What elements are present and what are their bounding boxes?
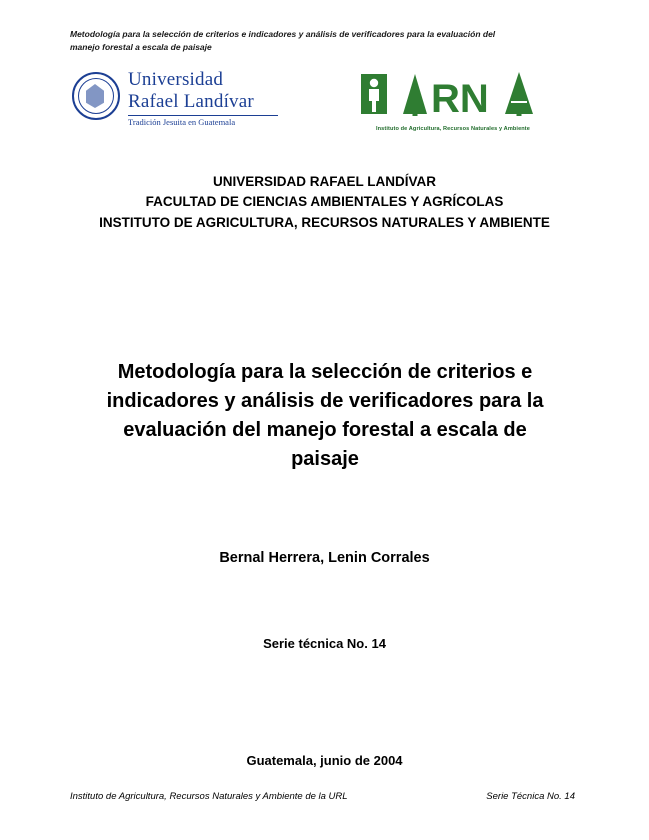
footer-left-text: Instituto de Agricultura, Recursos Naturales y Ambiente de la URL [70,791,348,802]
running-header: Metodología para la selección de criterios e indicadores y análisis de verificadores para la evaluación del manejo forestal a escala de paisaje [70,29,496,53]
universidad-rafael-landivar-logo [72,70,278,127]
url-wordmark [128,70,278,127]
svg-text:RN: RN [431,77,489,121]
footer-right-text: Serie Técnica No. 14 [486,791,575,802]
series-number: Serie técnica No. 14 [263,636,386,651]
institution-block [0,172,649,233]
institution-line-faculty: FACULTAD DE CIENCIAS AMBIENTALES Y AGRÍCOLAS [145,194,504,210]
logo-row [70,68,579,136]
place-and-date: Guatemala, junio de 2004 [246,753,403,768]
authors: Bernal Herrera, Lenin Corrales [219,550,430,566]
url-wordmark-line2: Rafael Landívar [128,91,254,112]
iarna-logo [359,68,545,132]
url-seal-icon [72,72,120,120]
institution-line-university: UNIVERSIDAD RAFAEL LANDÍVAR [212,174,436,189]
url-wordmark-divider [128,115,278,116]
iarna-logo-graphic [359,68,545,124]
institution-line-institute: INSTITUTO DE AGRICULTURA, RECURSOS NATURALES Y AMBIENTE [99,214,550,230]
url-wordmark-line1: Universidad [128,69,224,90]
url-wordmark-tagline: Tradición Jesuita en Guatemala [128,117,236,127]
page-title: Metodología para la selección de criterios e indicadores y análisis de verificadores para la evaluación del manejo forestal a escala de paisaje [106,361,544,470]
page-footer [70,791,579,802]
iarna-logo-caption: Instituto de Agricultura, Recursos Naturales y Ambiente [376,126,530,132]
